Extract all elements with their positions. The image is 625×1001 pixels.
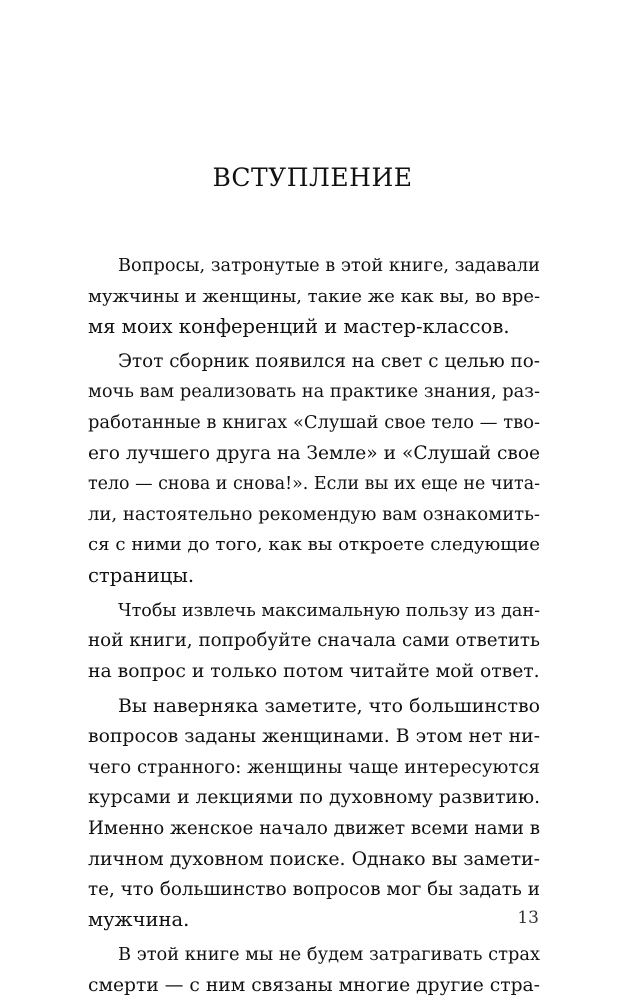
body-text (88, 251, 540, 1001)
text-line: личном духовном поиске. Однако вы замети- (88, 848, 540, 871)
paragraph-5 (88, 940, 540, 1001)
text-line: смерти — с ним связаны многие другие стра- (88, 974, 540, 996)
text-line: работанные в книгах «Слушай свое тело — тво- (88, 411, 540, 433)
text-line: вопросов заданы женщинами. В этом нет ни- (88, 725, 540, 747)
text-line: курсами и лекциями по духовному развитию. (88, 787, 540, 809)
text-line: мужчина. (88, 908, 190, 932)
text-line: Вы наверняка заметите, что большинство (118, 695, 540, 718)
page-number: 13 (517, 908, 539, 928)
text-line: ся с ними до того, как вы откроете следующие (88, 534, 540, 556)
text-line: Чтобы извлечь максимальную пользу из дан- (118, 600, 540, 621)
text-line: мя моих конференций и мастер-классов. (88, 315, 510, 339)
paragraph-1 (88, 251, 540, 343)
text-line: его лучшего друга на Земле» и «Слушай свое (88, 442, 540, 464)
paragraph-3 (88, 596, 540, 688)
text-line: на вопрос и только потом читайте мой ответ. (88, 660, 540, 682)
text-line: те, что большинство вопросов мог бы задать и (88, 878, 540, 900)
text-line: ной книги, попробуйте сначала сами ответить (88, 630, 540, 652)
text-line: Именно женское начало движет всеми нами в (88, 817, 540, 839)
paragraph-4 (88, 691, 540, 936)
paragraph-2 (88, 347, 540, 592)
text-line: страницы. (88, 563, 195, 587)
text-line: Этот сборник появился на свет с целью по- (118, 350, 540, 372)
text-line: ли, настоятельно рекомендую вам ознакомить- (88, 503, 540, 525)
text-line: тело — снова и снова!». Если вы их еще не чита- (88, 474, 540, 495)
text-line: мужчины и женщины, такие же как вы, во вре- (88, 285, 540, 307)
text-line: Вопросы, затронутые в этой книге, задавали (118, 256, 540, 276)
text-line: чего странного: женщины чаще интересуются (88, 756, 540, 778)
chapter-heading: ВСТУПЛЕНИЕ (212, 163, 413, 192)
text-line: В этой книге мы не будем затрагивать страх (118, 944, 540, 966)
text-line: мочь вам реализовать на практике знания, раз- (88, 381, 540, 403)
